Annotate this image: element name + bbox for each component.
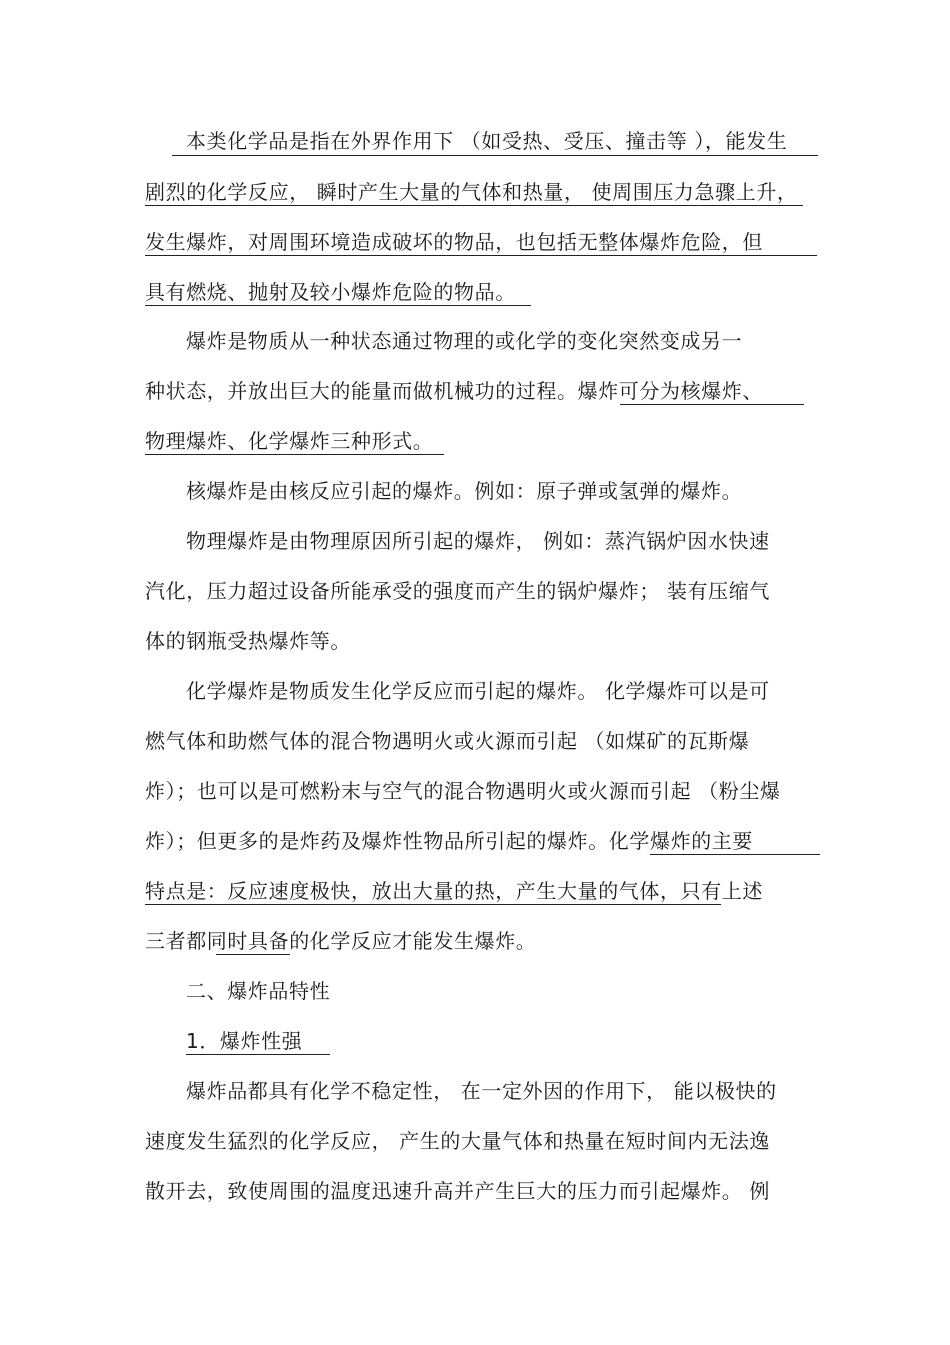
underline-rule <box>145 205 803 206</box>
text-line: 炸）；但更多的是炸药及爆炸性物品所引起的爆炸。化学爆炸的主要 <box>145 829 753 853</box>
text-line: 发生爆炸，对周围环境造成破坏的物品，也包括无整体爆炸危险，但 <box>145 230 763 254</box>
text-line: 特点是：反应速度极快，放出大量的热，产生大量的气体，只有上述 <box>145 879 763 903</box>
text-line: 汽化，压力超过设备所能承受的强度而产生的锅炉爆炸； 装有压缩气 <box>145 579 770 603</box>
underline-rule <box>145 904 721 905</box>
text-line: 燃气体和助燃气体的混合物遇明火或火源而引起 （如煤矿的瓦斯爆 <box>145 729 750 753</box>
text-line: 三者都同时具备的化学反应才能发生爆炸。 <box>145 929 537 953</box>
subsection-heading: 1．爆炸性强 <box>186 1029 303 1053</box>
section-heading: 二、爆炸品特性 <box>186 979 331 1003</box>
underline-rule <box>145 305 531 306</box>
text-line: 剧烈的化学反应， 瞬时产生大量的气体和热量， 使周围压力急骤上升， <box>145 180 798 204</box>
text-line: 散开去，致使周围的温度迅速升高并产生巨大的压力而引起爆炸。 例 <box>145 1179 770 1203</box>
text-line: 化学爆炸是物质发生化学反应而引起的爆炸。 化学爆炸可以是可 <box>186 679 770 703</box>
underline-rule <box>216 954 290 955</box>
text-line: 速度发生猛烈的化学反应， 产生的大量气体和热量在短时间内无法逸 <box>145 1129 770 1153</box>
text-line: 种状态，并放出巨大的能量而做机械功的过程。爆炸可分为核爆炸、 <box>145 379 763 403</box>
text-line: 具有燃烧、抛射及较小爆炸危险的物品。 <box>145 280 516 304</box>
underline-rule <box>145 454 444 455</box>
underline-rule <box>172 155 818 156</box>
underline-rule <box>650 854 820 855</box>
text-line: 爆炸是物质从一种状态通过物理的或化学的变化突然变成另一 <box>186 329 743 353</box>
text-line: 物理爆炸是由物理原因所引起的爆炸， 例如：蒸汽锅炉因水快速 <box>186 529 770 553</box>
text-line: 核爆炸是由核反应引起的爆炸。例如：原子弹或氢弹的爆炸。 <box>186 479 743 503</box>
underline-rule <box>186 1054 330 1055</box>
text-line: 体的钢瓶受热爆炸等。 <box>145 629 351 653</box>
underline-rule <box>145 255 817 256</box>
underline-rule <box>620 404 804 405</box>
text-line: 物理爆炸、化学爆炸三种形式。 <box>145 429 434 453</box>
text-line: 本类化学品是指在外界作用下 （如受热、受压、撞击等 ），能发生 <box>186 129 788 153</box>
text-line: 爆炸品都具有化学不稳定性， 在一定外因的作用下， 能以极快的 <box>186 1079 777 1103</box>
text-line: 炸）；也可以是可燃粉末与空气的混合物遇明火或火源而引起 （粉尘爆 <box>145 779 781 803</box>
